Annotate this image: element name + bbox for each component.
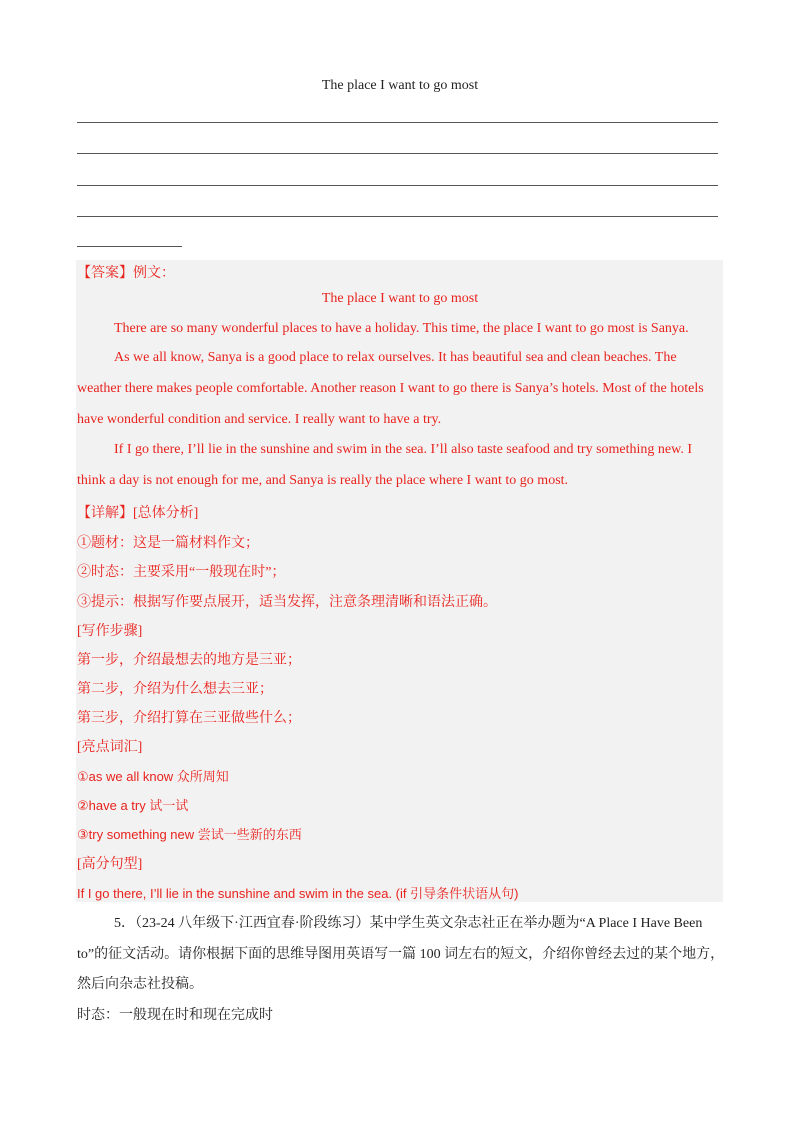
writing-line-5 [77,246,182,247]
analysis-item-1: ①题材：这是一篇材料作文； [77,536,259,551]
question-line-3: 然后向杂志社投稿。 [77,977,203,992]
essay-paragraph-3-line-2: think a day is not enough for me, and Sanya is really the place where I want to go most. [77,473,569,488]
writing-line-4 [77,216,718,217]
analysis-item-3: ③提示：根据写作要点展开，适当发挥，注意条理清晰和语法正确。 [77,595,497,610]
vocab-item-2: ②have a try 试一试 [77,798,189,813]
steps-label: [写作步骤] [77,624,143,639]
sentence-label: [高分句型] [77,857,143,872]
analysis-item-2: ②时态：主要采用“一般现在时”； [77,565,286,580]
essay-paragraph-3-line-1: If I go there, I’ll lie in the sunshine and swim in the sea. I’ll also taste seafood and try something new. I [114,442,692,457]
writing-line-3 [77,185,718,186]
question-line-4: 时态：一般现在时和现在完成时 [77,1008,273,1023]
vocab-item-1: ①as we all know 众所周知 [77,769,229,784]
question-line-1: 5．（23-24 八年级下·江西宜春·阶段练习）某中学生英文杂志社正在举办题为“A Place I Have Been [114,916,703,931]
vocab-item-3: ③try something new 尝试一些新的东西 [77,827,302,842]
essay-paragraph-2-line-3: have wonderful condition and service. I really want to have a try. [77,412,442,427]
step-1: 第一步，介绍最想去的地方是三亚； [77,653,301,668]
vocab-label: [亮点词汇] [77,740,143,755]
essay-paragraph-2-line-1: As we all know, Sanya is a good place to relax ourselves. It has beautiful sea and clean beaches. The [114,350,677,365]
question-line-2: to”的征文活动。请你根据下面的思维导图用英语写一篇 100 词左右的短文，介绍你曾经去过的某个地方， [77,947,725,962]
writing-line-2 [77,153,718,154]
writing-line-1 [77,122,718,123]
essay-title: The place I want to go most [321,291,479,306]
essay-paragraph-1: There are so many wonderful places to have a holiday. This time, the place I want to go most is Sanya. [114,321,689,336]
explanation-label: 【详解】[总体分析] [77,506,199,521]
answer-label: 【答案】例文： [77,266,175,281]
step-3: 第三步，介绍打算在三亚做些什么； [77,711,301,726]
essay-paragraph-2-line-2: weather there makes people comfortable. Another reason I want to go there is Sanya’s hotels. Most of the hotels [77,381,704,396]
key-sentence: If I go there, I’ll lie in the sunshine and swim in the sea. (if 引导条件状语从句) [77,886,519,901]
page-title: The place I want to go most [321,78,479,93]
step-2: 第二步，介绍为什么想去三亚； [77,682,273,697]
